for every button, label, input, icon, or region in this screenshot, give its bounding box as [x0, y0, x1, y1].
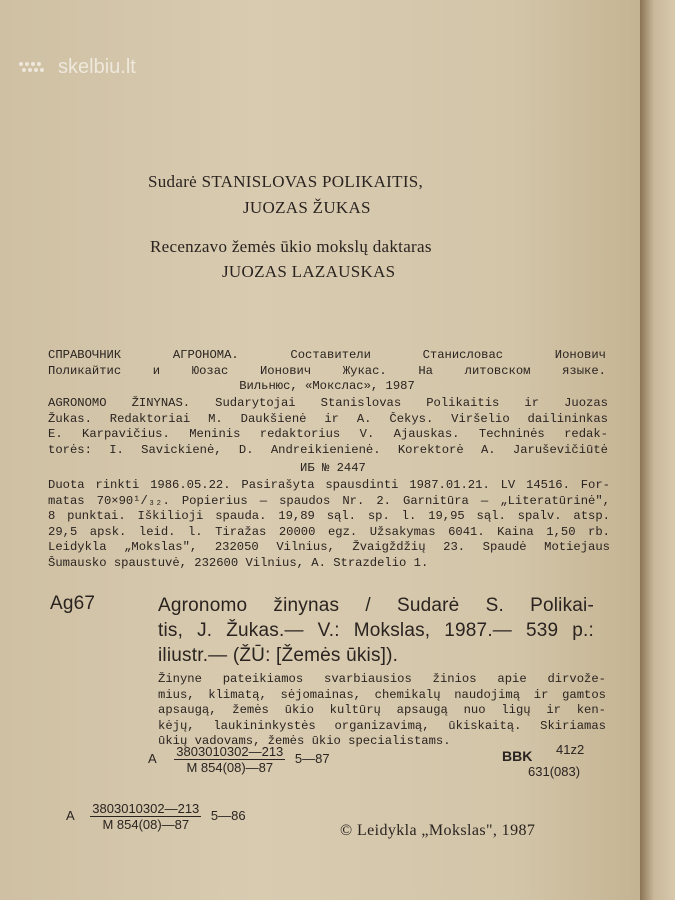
print-line: Duota rinkti 1986.05.22. Pasirašyta spausdinti 1987.01.21. LV 14516. For-	[48, 478, 610, 492]
bbk-code-top: 41z2	[556, 742, 585, 757]
print-line: 29,5 apsk. leid. l. Tiražas 20000 egz. Užsakymas 6041. Kaina 1,50 rb.	[48, 524, 610, 539]
annotation-line: ūkių vadovams, žemės ūkio specialistams.	[158, 734, 451, 749]
reviewer-name: JUOZAS LAZAUSKAS	[222, 262, 396, 281]
compiled-by-label: Sudarė	[148, 172, 198, 191]
index-denominator: M 854(08)—87	[102, 817, 190, 832]
next-page-edge	[640, 0, 675, 900]
annotation-line: kėjų, laukininkystės organizavimą, ūkiskaitą. Skiriamas	[158, 718, 606, 733]
index-numerator: 3803010302—213	[176, 744, 284, 759]
index-fraction	[174, 744, 285, 775]
copyright: © Leidykla „Mokslas", 1987	[340, 822, 536, 839]
watermark-text: skelbiu.lt	[58, 56, 136, 78]
index-suffix: 5—87	[294, 750, 330, 766]
print-line: 8 punktai. Iškilioji spauda. 19,89 sąl. sp. l. 19,95 sąl. spalv. atsp.	[48, 509, 610, 524]
bbk-code-bottom: 631(083)	[528, 764, 581, 779]
author-1: STANISLOVAS POLIKAITIS,	[201, 172, 424, 191]
index-letter: A	[148, 750, 157, 766]
index-numerator: 3803010302—213	[92, 801, 200, 816]
ib-number: ИБ № 2447	[300, 461, 366, 475]
catalog-annotation	[158, 672, 606, 750]
lithuanian-line: Žukas. Redaktoriai M. Daukšienė ir A. Čekys. Viršelio dailininkas	[48, 411, 608, 426]
catalog-entry	[158, 593, 594, 668]
reviewer-label: Recenzavo žemės ūkio mokslų daktaras	[150, 237, 432, 256]
print-line: Šumausko spaustuvė, 232600 Vilnius, A. Strazdelio 1.	[48, 555, 429, 570]
compilers-line	[148, 172, 423, 192]
print-line: matas 70×90¹/₃₂. Popierius — spaudos Nr. 2. Garnitūra — „Literatūrinė",	[48, 493, 610, 508]
print-line: Leidykla „Mokslas", 232050 Vilnius, Žvaigždžių 23. Spaudė Motiejaus	[48, 540, 610, 555]
watermark	[18, 56, 136, 79]
annotation-line: Žinyne pateikiamos svarbiausios žinios apie dirvože-	[158, 672, 606, 686]
index-code-1	[148, 744, 330, 775]
index-code-2	[66, 801, 246, 832]
catalog-line: tis, J. Žukas.— V.: Mokslas, 1987.— 539 p.:	[158, 620, 594, 641]
annotation-line: apsaugą, žemės ūkio kultūrų apsaugą nuo ligų ir ken-	[158, 703, 606, 718]
index-fraction	[90, 801, 201, 832]
catalog-line: Agronomo žinynas / Sudarė S. Polikai-	[158, 595, 594, 616]
russian-line: Вильнюс, «Мокслас», 1987	[239, 379, 415, 394]
watermark-dots-icon	[18, 60, 52, 76]
lithuanian-line: E. Karpavičius. Meninis redaktorius V. Ajauskas. Techninės redak-	[48, 427, 608, 442]
lithuanian-line: torės: I. Savickienė, D. Andreikienienė. Korektorė A. Jaruševičiūtė	[48, 442, 608, 457]
russian-line: Поликайтис и Юозас Ионович Жукас. На литовском языке.	[48, 363, 606, 378]
russian-title-block	[48, 348, 606, 395]
lithuanian-title-block	[48, 396, 608, 458]
lithuanian-line: AGRONOMO ŽINYNAS. Sudarytojai Stanislovas Polikaitis ir Juozas	[48, 396, 608, 410]
author-2: JUOZAS ŽUKAS	[243, 198, 371, 217]
catalog-line: iliustr.— (ŽŪ: [Žemės ūkis]).	[158, 645, 399, 666]
print-info-block	[48, 478, 610, 572]
annotation-line: mius, klimatą, sėjomainas, chemikalų naudojimą ir gamtos	[158, 687, 606, 702]
catalog-code: Ag67	[50, 593, 96, 614]
index-letter: A	[66, 807, 75, 823]
index-denominator: M 854(08)—87	[186, 760, 274, 775]
bbk-label: BBK	[502, 748, 533, 764]
russian-line: СПРАВОЧНИК АГРОНОМА. Составители Станисловас Ионович	[48, 348, 606, 362]
index-suffix: 5—86	[210, 807, 246, 823]
